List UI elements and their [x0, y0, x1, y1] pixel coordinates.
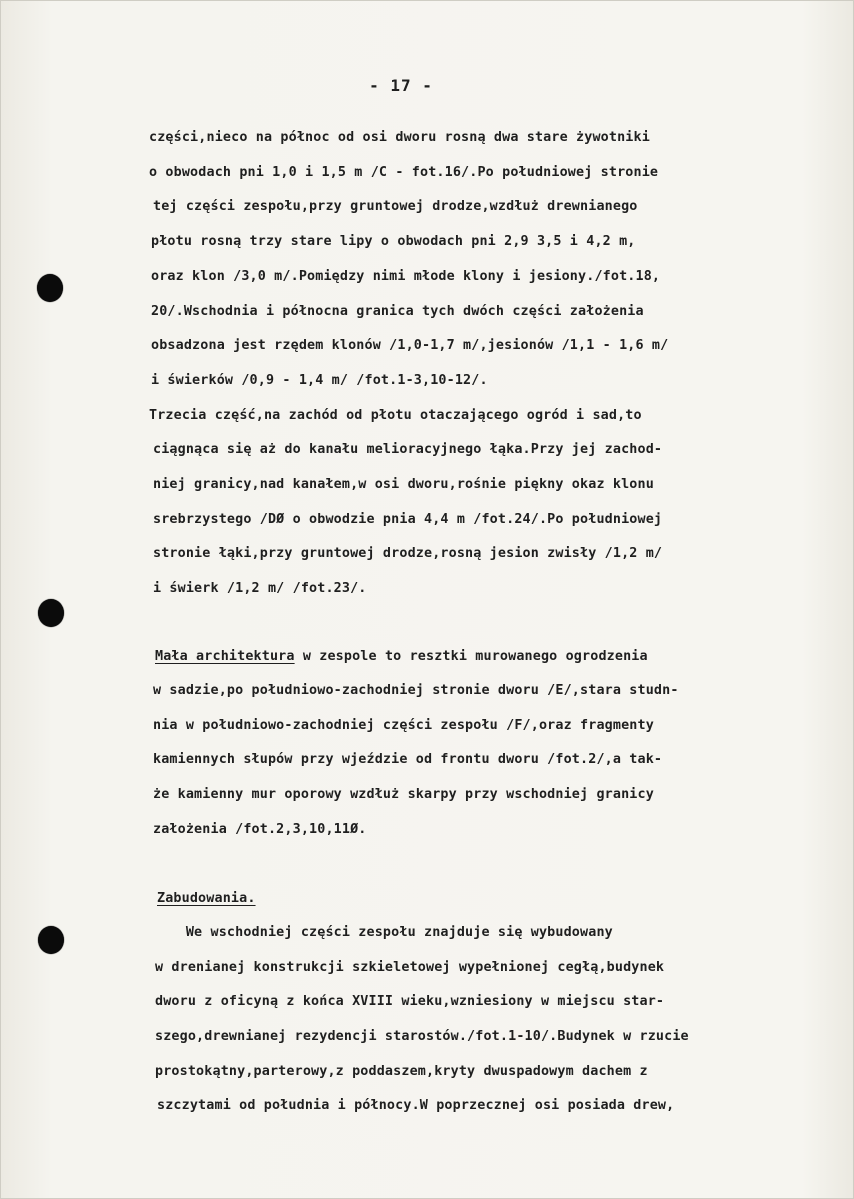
- paragraph-line: ciągnąca się aż do kanału melioracyjnego łąka.Przy jej zachod-: [153, 442, 663, 457]
- section-heading-zabudowania: Zabudowania.: [157, 891, 256, 906]
- paragraph-line: szego,drewnianej rezydencji starostów./fot.1-10/.Budynek w rzucie: [155, 1029, 689, 1044]
- paragraph-line: oraz klon /3,0 m/.Pomiędzy nimi młode klony i jesiony./fot.18,: [151, 269, 661, 284]
- section-heading-mala-architektura: Mała architektura: [155, 649, 295, 664]
- page-number: - 17 -: [369, 76, 433, 95]
- paragraph-line: Trzecia część,na zachód od płotu otaczającego ogród i sad,to: [149, 408, 642, 423]
- paragraph-line: w sadzie,po południowo-zachodniej stronie dworu /E/,stara studn-: [153, 683, 679, 698]
- paragraph-line: o obwodach pni 1,0 i 1,5 m /C - fot.16/.Po południowej stronie: [149, 165, 659, 180]
- paragraph-line: 20/.Wschodnia i północna granica tych dwóch części założenia: [151, 304, 644, 319]
- paragraph-line: dworu z oficyną z końca XVIII wieku,wzniesiony w miejscu star-: [155, 994, 665, 1009]
- paragraph-line: niej granicy,nad kanałem,w osi dworu,rośnie piękny okaz klonu: [153, 477, 654, 492]
- punch-hole-top: [37, 274, 63, 302]
- paragraph-line: założenia /fot.2,3,10,11Ø.: [153, 822, 367, 837]
- paragraph-line: prostokątny,parterowy,z poddaszem,kryty dwuspadowym dachem z: [155, 1064, 648, 1079]
- paragraph-line: obsadzona jest rzędem klonów /1,0-1,7 m/,jesionów /1,1 - 1,6 m/: [151, 338, 669, 353]
- paragraph-line: szczytami od południa i północy.W poprzecznej osi posiada drew,: [157, 1098, 675, 1113]
- punch-hole-middle: [38, 599, 64, 627]
- paragraph-line: kamiennych słupów przy wjeździe od frontu dworu /fot.2/,a tak-: [153, 752, 663, 767]
- paragraph-line: We wschodniej części zespołu znajduje się wybudowany: [153, 925, 613, 940]
- paragraph-line: części,nieco na północ od osi dworu rosną dwa stare żywotniki: [149, 130, 650, 145]
- paragraph-line: że kamienny mur oporowy wzdłuż skarpy przy wschodniej granicy: [153, 787, 654, 802]
- paragraph-line: nia w południowo-zachodniej części zespołu /F/,oraz fragmenty: [153, 718, 654, 733]
- paragraph-line: stronie łąki,przy gruntowej drodze,rosną jesion zwisły /1,2 m/: [153, 546, 663, 561]
- paragraph-line: srebrzystego /DØ o obwodzie pnia 4,4 m /fot.24/.Po południowej: [153, 512, 663, 527]
- paragraph-line: i świerków /0,9 - 1,4 m/ /fot.1-3,10-12/.: [151, 373, 488, 388]
- paragraph-line: tej części zespołu,przy gruntowej drodze,wzdłuż drewnianego: [153, 199, 638, 214]
- paragraph-line: i świerk /1,2 m/ /fot.23/.: [153, 581, 367, 596]
- paragraph-text: w zespole to resztki murowanego ogrodzenia: [294, 649, 648, 664]
- punch-hole-bottom: [38, 926, 64, 954]
- section-mala-first-line: [155, 650, 648, 663]
- paragraph-line: w drenianej konstrukcji szkieletowej wypełnionej cegłą,budynek: [155, 960, 665, 975]
- paragraph-line: płotu rosną trzy stare lipy o obwodach pni 2,9 3,5 i 4,2 m,: [151, 234, 636, 249]
